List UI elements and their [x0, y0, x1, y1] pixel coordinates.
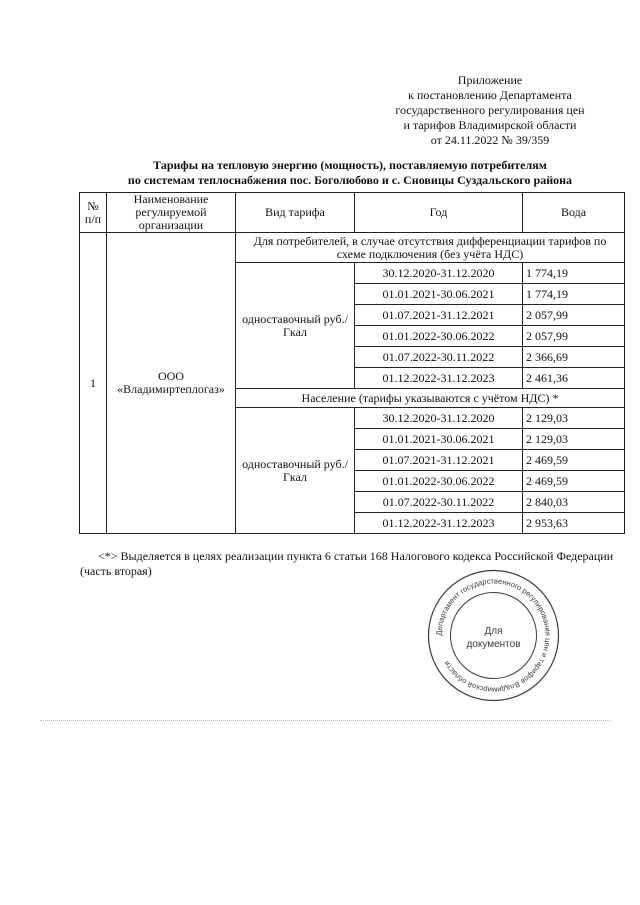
- value-cell: 2 057,99: [523, 305, 625, 326]
- header-type: Вид тарифа: [236, 193, 355, 233]
- title-line-1: Тарифы на тепловую энергию (мощность), поставляемую потребителям: [153, 158, 547, 172]
- title-line-2: по системам теплоснабжения пос. Боголюбово и с. Сновицы Суздальского района: [127, 173, 573, 187]
- row-number: 1: [80, 233, 107, 534]
- tariff-table: [79, 192, 625, 534]
- period-cell: 01.07.2022-30.11.2022: [355, 492, 523, 513]
- period-cell: 30.12.2020-31.12.2020: [355, 408, 523, 429]
- value-cell: 2 840,03: [523, 492, 625, 513]
- value-cell: 1 774,19: [523, 284, 625, 305]
- tariff-type-2: одноставочный руб./Гкал: [236, 408, 355, 534]
- period-cell: 01.01.2021-30.06.2021: [355, 284, 523, 305]
- period-cell: 01.01.2022-30.06.2022: [355, 326, 523, 347]
- value-cell: 1 774,19: [523, 263, 625, 284]
- period-cell: 01.01.2021-30.06.2021: [355, 429, 523, 450]
- value-cell: 2 129,03: [523, 429, 625, 450]
- appendix-header: [370, 73, 610, 148]
- header-year: Год: [355, 193, 523, 233]
- value-cell: 2 469,59: [523, 471, 625, 492]
- value-cell: 2 366,69: [523, 347, 625, 368]
- document-title: [80, 158, 620, 188]
- value-cell: 2 129,03: [523, 408, 625, 429]
- value-cell: 2 953,63: [523, 513, 625, 534]
- stamp-center-line-2: документов: [466, 639, 521, 650]
- organization-name: ООО «Владимиртеплогаз»: [107, 233, 236, 534]
- tariff-type-1: одноставочный руб./Гкал: [236, 263, 355, 389]
- scan-artifact-line: [40, 720, 610, 722]
- period-cell: 01.01.2022-30.06.2022: [355, 471, 523, 492]
- appendix-line: государственного регулирования цен: [395, 103, 585, 117]
- footnote: <*> Выделяется в целях реализации пункта 6 статьи 168 Налогового кодекса Российской Федерации (часть вторая): [80, 549, 614, 578]
- value-cell: 2 461,36: [523, 368, 625, 389]
- value-cell: 2 469,59: [523, 450, 625, 471]
- appendix-line: к постановлению Департамента: [408, 88, 572, 102]
- table-header-row: [80, 193, 625, 233]
- section-row: [80, 233, 625, 263]
- period-cell: 01.07.2021-31.12.2021: [355, 450, 523, 471]
- period-cell: 01.07.2022-30.11.2022: [355, 347, 523, 368]
- appendix-line: Приложение: [457, 73, 523, 87]
- stamp-center-line-1: Для: [484, 626, 503, 637]
- section-2-label: Население (тарифы указываются с учётом НДС) *: [236, 389, 625, 408]
- section-1-label: Для потребителей, в случае отсутствия дифференциации тарифов по схеме подключения (без учёта НДС): [236, 233, 625, 263]
- header-org: Наименование регулируемой организации: [107, 193, 236, 233]
- header-water: Вода: [523, 193, 625, 233]
- appendix-line: и тарифов Владимирской области: [403, 118, 577, 132]
- header-num: № п/п: [80, 193, 107, 233]
- period-cell: 01.12.2022-31.12.2023: [355, 513, 523, 534]
- official-stamp: [426, 568, 561, 703]
- stamp-ring-text: Департамент государственного регулирования цен и тарифов Владимирской области: [434, 576, 553, 695]
- period-cell: 01.07.2021-31.12.2021: [355, 305, 523, 326]
- value-cell: 2 057,99: [523, 326, 625, 347]
- appendix-line: от 24.11.2022 № 39/359: [430, 133, 550, 147]
- period-cell: 30.12.2020-31.12.2020: [355, 263, 523, 284]
- period-cell: 01.12.2022-31.12.2023: [355, 368, 523, 389]
